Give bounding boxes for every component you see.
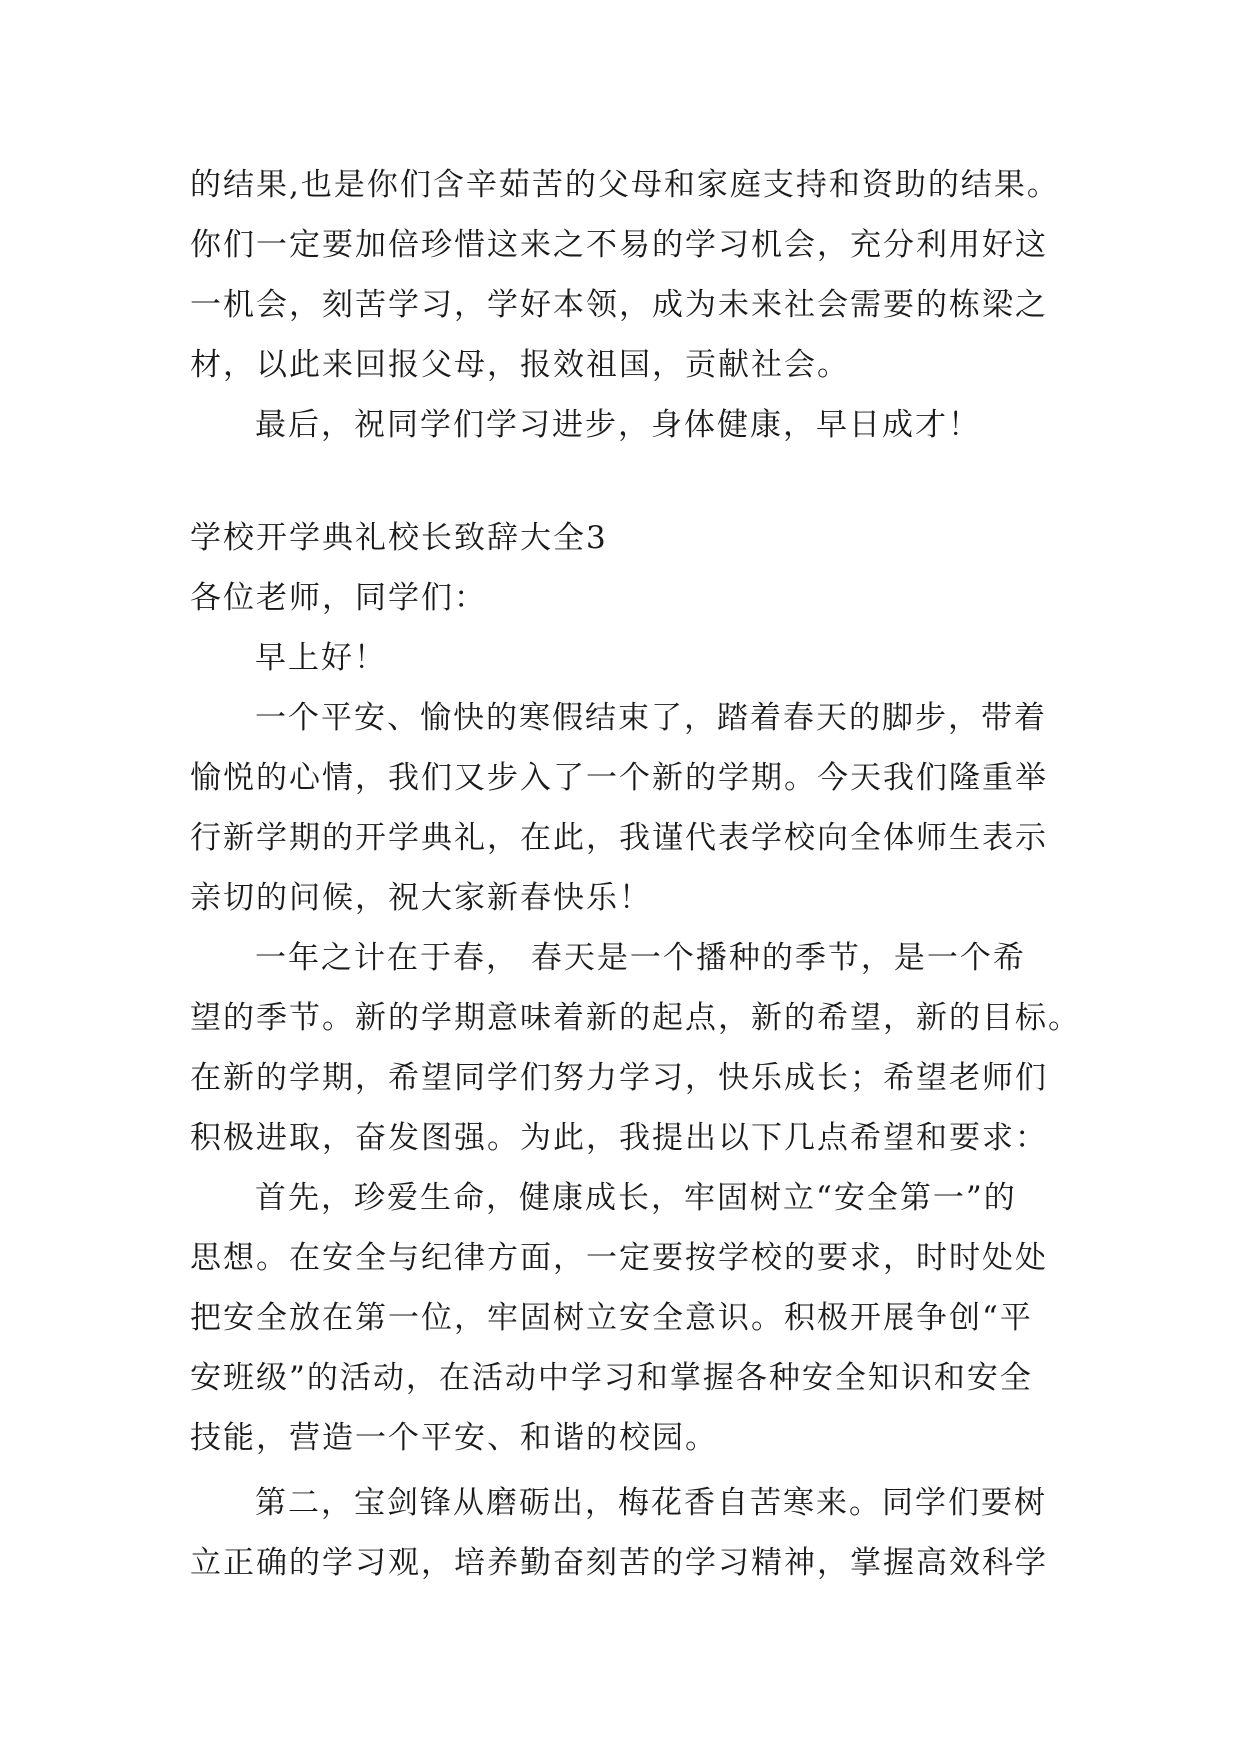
text-line: 安班级”的活动，在活动中学习和掌握各种安全知识和安全 [190,1360,1033,1396]
text-line: 你们一定要加倍珍惜这来之不易的学习机会，充分利用好这 [190,227,1048,263]
text-line: 技能，营造一个平安、和谐的校园。 [190,1420,718,1456]
text-line: 最后，祝同学们学习进步，身体健康，早日成才！ [255,407,981,443]
text-line: 材，以此来回报父母，报效祖国，贡献社会。 [190,347,850,383]
text-line: 行新学期的开学典礼，在此，我谨代表学校向全体师生表示 [190,820,1048,856]
text-line: 望的季节。新的学期意味着新的起点，新的希望，新的目标。 [190,1000,1081,1036]
greeting: 早上好！ [255,640,387,676]
text-line: 立正确的学习观，培养勤奋刻苦的学习精神，掌握高效科学 [190,1545,1048,1581]
text-line: 愉悦的心情，我们又步入了一个新的学期。今天我们隆重举 [190,760,1048,796]
text-line: 首先，珍爱生命，健康成长，牢固树立“安全第一”的 [255,1180,1017,1216]
text-line: 一机会，刻苦学习，学好本领，成为未来社会需要的栋梁之 [190,287,1048,323]
text-line: 一个平安、愉快的寒假结束了，踏着春天的脚步，带着 [255,700,1047,736]
text-line: 思想。在安全与纪律方面，一定要按学校的要求，时时处处 [190,1240,1048,1276]
text-line: 积极进取，奋发图强。为此，我提出以下几点希望和要求： [190,1120,1048,1156]
salutation: 各位老师，同学们： [190,580,487,616]
text-line: 的结果,也是你们含辛茹苦的父母和家庭支持和资助的结果。 [190,167,1060,203]
section-heading: 学校开学典礼校长致辞大全3 [190,520,608,556]
text-line: 把安全放在第一位，牢固树立安全意识。积极开展争创“平 [190,1300,1033,1336]
text-line: 第二，宝剑锋从磨砺出，梅花香自苦寒来。同学们要树 [255,1485,1047,1521]
text-line: 一年之计在于春， 春天是一个播种的季节，是一个希 [255,940,1026,976]
text-line: 亲切的问候，祝大家新春快乐！ [190,880,652,916]
text-line: 在新的学期，希望同学们努力学习，快乐成长；希望老师们 [190,1060,1048,1096]
